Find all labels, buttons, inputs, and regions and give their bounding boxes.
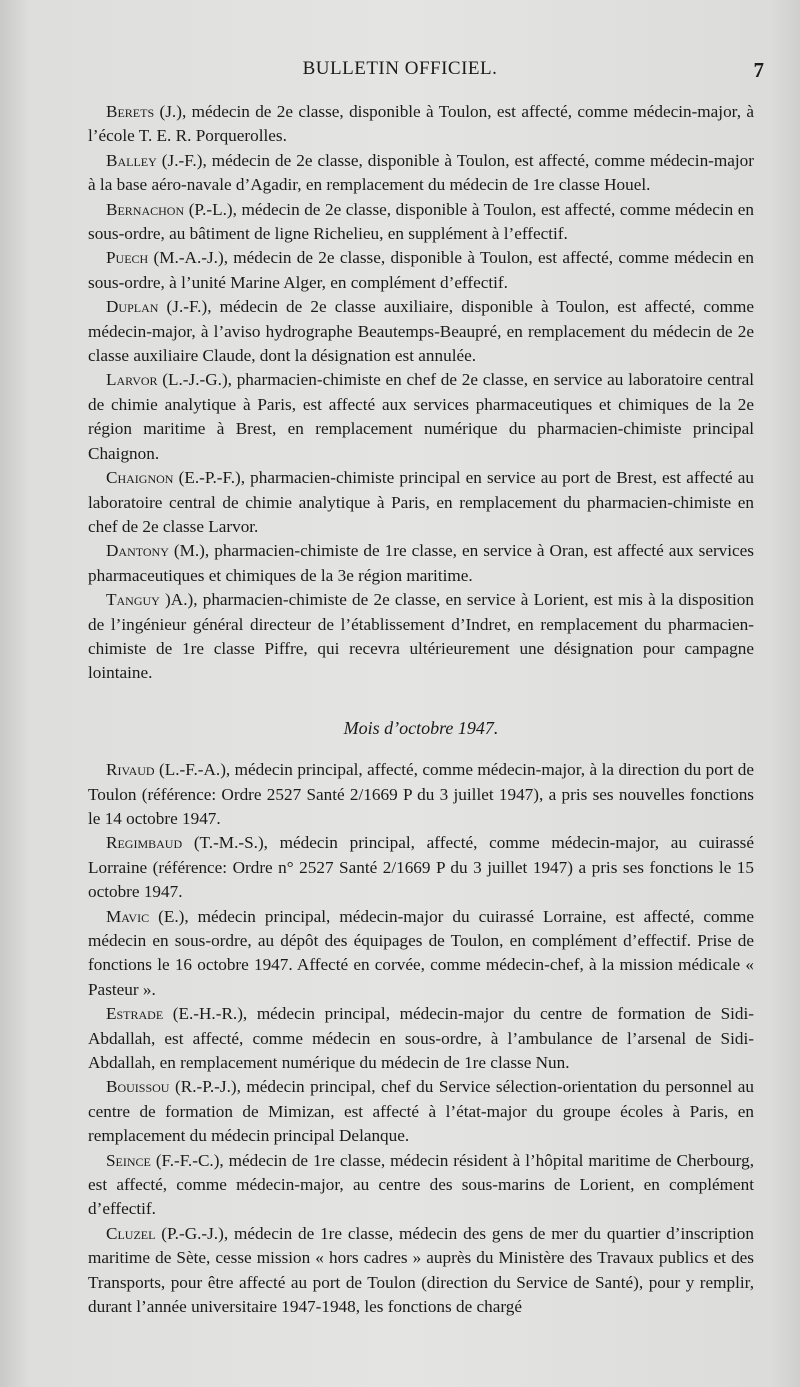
entry-paragraph [88, 1075, 754, 1148]
entry-text: (M.-A.-J.), médecin de 2e classe, disponible à Toulon, est affecté, comme médecin en sous-ordre, à l’unité Marine Alger, en complément d’effectif. [88, 248, 754, 292]
entry-text: (J.-F.), médecin de 2e classe, disponible à Toulon, est affecté, comme médecin-major à la base aéro-navale d’Agadir, en remplacement du médecin de 1re classe Houel. [88, 150, 754, 195]
entry-paragraph [88, 198, 754, 247]
entry-name: Rivaud [106, 760, 155, 780]
entry-name: Seince [106, 1150, 151, 1170]
entry-name: Chaignon [106, 468, 174, 488]
entry-text: (P.-G.-J.), médecin de 1re classe, médecin des gens de mer du quartier d’inscription maritime de Sète, cesse mission « hors cadres » auprès du Ministère des Travaux publics et des Transports, pour être affecté au port de Toulon (direction du Service de Santé), pour y remplir, durant l’année universitaire 1947-1948, les fonctions de chargé [88, 1223, 754, 1317]
entry-paragraph [88, 295, 754, 368]
entry-text: (P.-L.), médecin de 2e classe, disponible à Toulon, est affecté, comme médecin en sous-ordre, au bâtiment de ligne Richelieu, en supplément à l’effectif. [88, 199, 754, 244]
entry-name: Mavic [106, 906, 150, 926]
entry-paragraph [88, 368, 754, 466]
entry-name: Regimbaud [106, 833, 183, 853]
entry-text: (E.), médecin principal, médecin-major du cuirassé Lorraine, est affecté, comme médecin en sous-ordre, au dépôt des équipages de Toulon, en complément d’effectif. Prise de fonctions le 16 octobre 1947. Affecté en corvée, comme médecin-chef, à la mission médicale « Pasteur ». [88, 906, 754, 999]
entry-name: Duplan [106, 297, 159, 317]
entry-paragraph [88, 539, 754, 588]
entry-paragraph [88, 149, 754, 198]
page-header [0, 58, 800, 86]
entry-paragraph [88, 831, 754, 904]
entry-text: (T.-M.-S.), médecin principal, affecté, comme médecin-major, au cuirassé Lorraine (référence: Ordre n° 2527 Santé 2/1669 P du 3 juillet 1947) a pris ses fonctions le 15 octobre 1947. [88, 833, 754, 902]
entry-paragraph [88, 466, 754, 539]
document-body [88, 100, 754, 1320]
entry-name: Berets [106, 102, 155, 121]
entry-paragraph [88, 1149, 754, 1222]
entry-name: Tanguy [106, 590, 160, 610]
entry-name: Estrade [106, 1004, 164, 1024]
entries-list-2 [88, 758, 754, 1319]
entry-name: Dantony [106, 541, 169, 561]
section-title: Mois d’octobre 1947. [343, 717, 499, 738]
entry-paragraph [88, 588, 754, 686]
page-number: 7 [753, 58, 764, 82]
entry-name: Larvor [106, 370, 158, 390]
entry-name: Cluzel [106, 1223, 156, 1243]
entry-name: Balley [106, 150, 157, 170]
entry-text: (J.), médecin de 2e classe, disponible à Toulon, est affecté, comme médecin-major, à l’école T. E. R. Porquerolles. [88, 102, 754, 146]
running-title: BULLETIN OFFICIEL. [302, 58, 498, 79]
entry-text: (F.-F.-C.), médecin de 1re classe, médecin résident à l’hôpital maritime de Cherbourg, est affecté, comme médecin-major, au centre des sous-marins de Lorient, en complément d’effectif. [88, 1150, 754, 1219]
entry-paragraph [88, 100, 754, 149]
entry-paragraph [88, 246, 754, 295]
entry-text: (M.), pharmacien-chimiste de 1re classe, en service à Oran, est affecté aux services pharmaceutiques et chimiques de la 3e région maritime. [88, 541, 754, 585]
entry-text: (L.-J.-G.), pharmacien-chimiste en chef de 2e classe, en service au laboratoire central de chimie analytique à Paris, est affecté aux services pharmaceutiques et chimiques de la 2e région maritime à Brest, en remplacement numérique du pharmacien-chimiste principal Chaignon. [88, 370, 754, 463]
entry-name: Bouissou [106, 1077, 170, 1097]
entry-name: Puech [106, 248, 149, 268]
entry-paragraph [88, 1222, 754, 1320]
entry-paragraph [88, 1002, 754, 1075]
entry-name: Bernachon [106, 199, 185, 219]
entry-text: (E.-P.-F.), pharmacien-chimiste principal en service au port de Brest, est affecté au laboratoire central de chimie analytique à Paris, en remplacement du pharmacien-chimiste en chef de 2e classe Larvor. [88, 468, 754, 536]
entry-text: (L.-F.-A.), médecin principal, affecté, comme médecin-major, à la direction du port de Toulon (référence: Ordre 2527 Santé 2/1669 P du 3 juillet 1947), a pris ses nouvelles fonctions le 14 octobre 1947. [88, 760, 754, 828]
entry-paragraph [88, 905, 754, 1003]
entries-list-1 [88, 100, 754, 686]
entry-text: )A.), pharmacien-chimiste de 2e classe, en service à Lorient, est mis à la disposition de l’ingénieur général directeur de l’établissement d’Indret, en remplacement du pharmacien-chimiste de 1re classe Piffre, qui recevra ultérieurement une désignation pour campagne lointaine. [88, 590, 754, 683]
entry-paragraph [88, 758, 754, 831]
entry-text: (R.-P.-J.), médecin principal, chef du Service sélection-orientation du personnel au centre de formation de Mimizan, est affecté à l’état-major du groupe écoles à Paris, en remplacement du médecin principal Delanque. [88, 1077, 754, 1146]
entry-text: (J.-F.), médecin de 2e classe auxiliaire, disponible à Toulon, est affecté, comme médecin-major, à l’aviso hydrographe Beautemps-Beaupré, en remplacement du médecin de 2e classe auxiliaire Claude, dont la désignation est annulée. [88, 297, 754, 366]
entry-text: (E.-H.-R.), médecin principal, médecin-major du centre de formation de Sidi-Abdallah, est affecté, comme médecin en sous-ordre, à l’ambulance de l’arsenal de Sidi-Abdallah, en remplacement numérique du médecin de 1re classe Nun. [88, 1004, 754, 1073]
